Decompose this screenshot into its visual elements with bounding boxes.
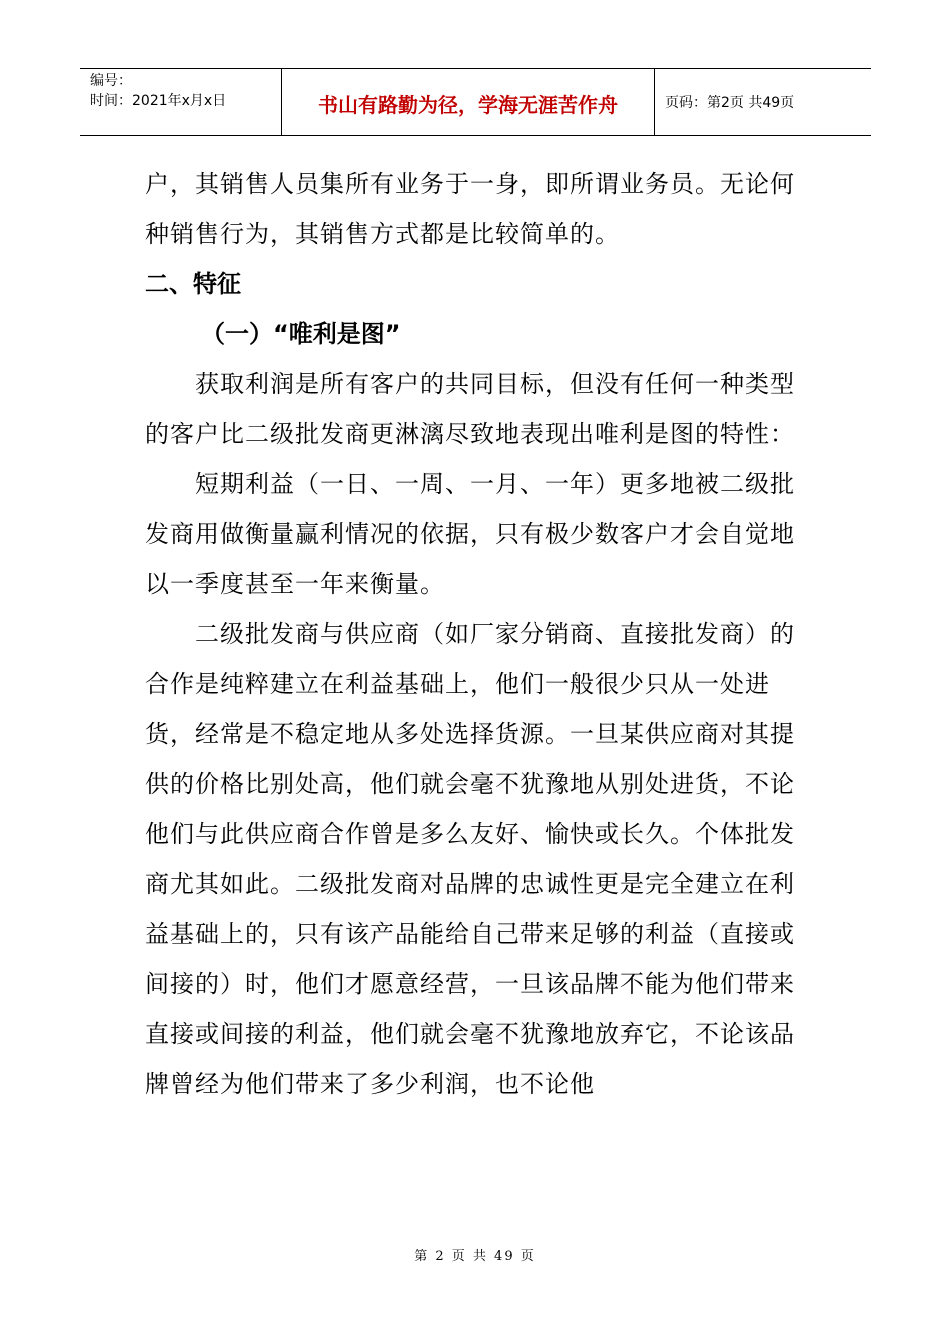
section-heading: 二、特征 (145, 270, 241, 298)
document-date: 时间：2021年x月x日 (90, 93, 227, 109)
page-footer: 第 2 页 共 49 页 (414, 1249, 536, 1264)
page-header (80, 68, 871, 136)
document-number-label: 编号： (90, 73, 132, 89)
subsection-heading: （一）“唯利是图” (201, 320, 401, 348)
header-motto: 书山有路勤为径，学海无涯苦作舟 (282, 69, 655, 135)
header-meta (80, 69, 282, 135)
paragraph-continued: 户，其销售人员集所有业务于一身，即所谓业务员。无论何种销售行为，其销售方式都是比较简单的。 (145, 170, 795, 248)
paragraph: 二级批发商与供应商（如厂家分销商、直接批发商）的合作是纯粹建立在利益基础上，他们一般很少只从一处进货，经常是不稳定地从多处选择货源。一旦某供应商对其提供的价格比别处高，他们就会毫不犹豫地从别处进货，不论他们与此供应商合作曾是多么友好、愉快或长久。个体批发商尤其如此。二级批发商对品牌的忠诚性更是完全建立在利益基础上的，只有该产品能给自己带来足够的利益（直接或间接的）时，他们才愿意经营，一旦该品牌不能为他们带来直接或间接的利益，他们就会毫不犹豫地放弃它，不论该品牌曾经为他们带来了多少利润，也不论他 (145, 620, 795, 1098)
header-page-info: 页码：第2页 共49页 (665, 95, 795, 111)
paragraph: 短期利益（一日、一周、一月、一年）更多地被二级批发商用做衡量赢利情况的依据，只有极少数客户才会自觉地以一季度甚至一年来衡量。 (145, 470, 795, 598)
paragraph: 获取利润是所有客户的共同目标，但没有任何一种类型的客户比二级批发商更淋漓尽致地表现出唯利是图的特性： (145, 370, 795, 448)
document-body (145, 159, 795, 1109)
